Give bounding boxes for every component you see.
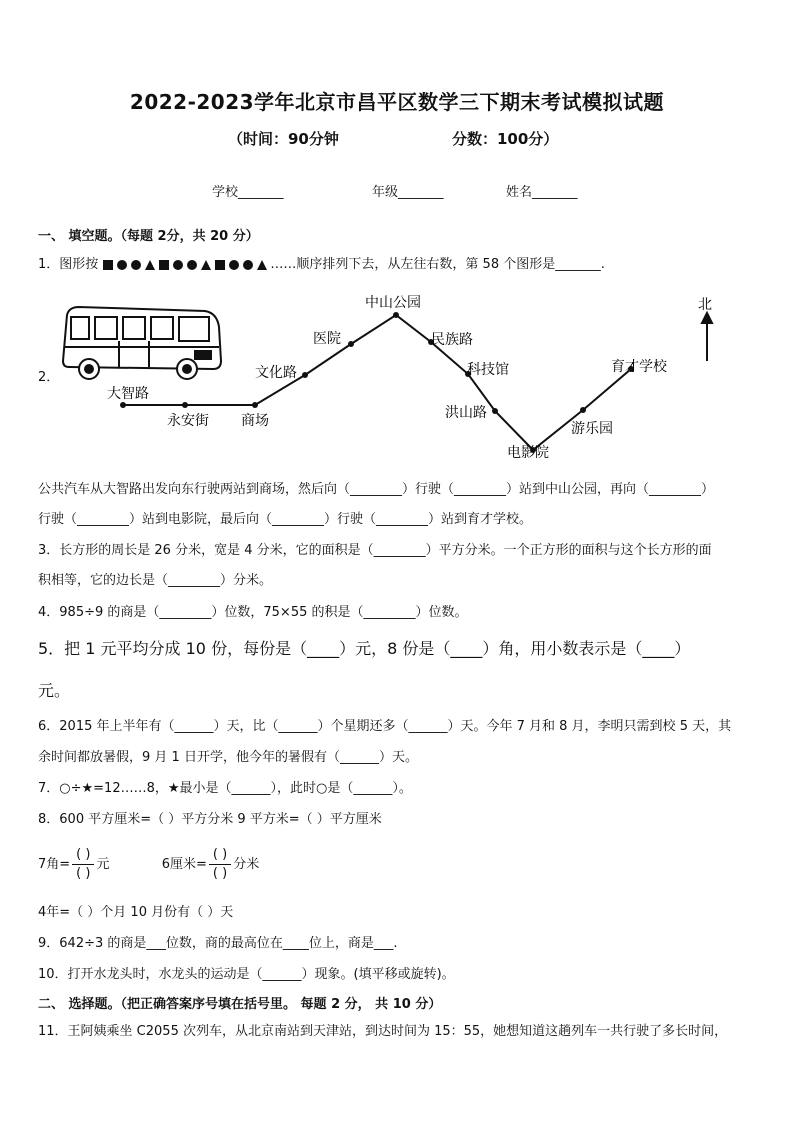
- stop-label-yucai: 育才学校: [611, 359, 667, 375]
- stop-label-cinema: 电影院: [507, 445, 549, 461]
- shape-sequence: [102, 257, 270, 272]
- question-2-number: 2．: [38, 370, 60, 385]
- triangle-shape-icon: [256, 259, 268, 271]
- circle-shape-icon: [130, 259, 142, 271]
- fraction-2-denominator: ( ): [212, 866, 228, 881]
- triangle-shape-icon: [144, 259, 156, 271]
- question-5-line-1: 5．把 1 元平均分成 10 份，每份是（____）元，8 份是（____）角，用小数表示是（____）: [38, 639, 691, 658]
- triangle-shape-icon: [200, 259, 212, 271]
- stop-label-park: 游乐园: [571, 421, 613, 437]
- north-label: 北: [698, 297, 712, 313]
- fraction-2-right: 分米: [233, 857, 260, 872]
- question-2-line-1: 公共汽车从大智路出发向东行驶两站到商场，然后向（________）行驶（________）站到中山公园，再向（________）: [38, 482, 715, 497]
- question-3-line-2: 积相等，它的边长是（________）分米。: [38, 573, 273, 588]
- circle-shape-icon: [116, 259, 128, 271]
- question-1-prefix: 1．图形按: [38, 257, 99, 272]
- north-arrow-icon: [702, 313, 712, 361]
- exam-score: 分数：100分）: [452, 130, 559, 148]
- route-map: [55, 285, 755, 470]
- question-8-line-3: 4年=（ ）个月 10 月份有（ ）天: [38, 905, 234, 920]
- circle-shape-icon: [186, 259, 198, 271]
- question-6-line-2: 余时间都放暑假，9 月 1 日开学，他今年的暑假有（______）天。: [38, 750, 418, 765]
- square-shape-icon: [102, 259, 114, 271]
- fraction-1: [72, 846, 94, 883]
- circle-shape-icon: [228, 259, 240, 271]
- question-9: 9．642÷3 的商是___位数，商的最高位在____位上，商是___.: [38, 936, 398, 951]
- question-11: 11．王阿姨乘坐 C2055 次列车，从北京南站到天津站，到达时间为 15：55，她想知道这趟列车一共行驶了多长时间，: [38, 1024, 728, 1039]
- question-3-line-1: 3．长方形的周长是 26 分米，宽是 4 分米，它的面积是（________）平方分米。一个正方形的面积与这个长方形的面: [38, 543, 712, 558]
- square-shape-icon: [158, 259, 170, 271]
- stop-label-keji: 科技馆: [467, 362, 509, 378]
- stop-label-hospital: 医院: [313, 331, 341, 347]
- school-field: 学校_______: [212, 185, 284, 200]
- section-1-title: 一、 填空题。（每题 2分，共 20 分）: [38, 229, 259, 244]
- exam-time: （时间：90分钟: [228, 130, 339, 148]
- question-2-line-2: 行驶（________）站到电影院，最后向（________）行驶（________）站到育才学校。: [38, 512, 533, 527]
- stop-label-dazhi: 大智路: [107, 386, 149, 402]
- name-field: 姓名_______: [506, 185, 578, 200]
- circle-shape-icon: [242, 259, 254, 271]
- fraction-1-numerator: ( ): [72, 846, 94, 865]
- question-4: 4．985÷9 的商是（________）位数，75×55 的积是（________）位数。: [38, 605, 468, 620]
- section-2-title: 二、 选择题。（把正确答案序号填在括号里。 每题 2 分， 共 10 分）: [38, 997, 442, 1012]
- bus-icon: [63, 307, 221, 379]
- question-5-line-2: 元。: [38, 681, 71, 700]
- question-8-line-1: 8．600 平方厘米=（ ）平方分米 9 平方米=（ ）平方厘米: [38, 812, 382, 827]
- stop-label-wenhua: 文化路: [255, 365, 297, 381]
- fraction-2: [209, 846, 231, 883]
- fraction-2-left: 6厘米=: [161, 857, 207, 872]
- circle-shape-icon: [172, 259, 184, 271]
- square-shape-icon: [214, 259, 226, 271]
- fraction-2-numerator: ( ): [209, 846, 231, 865]
- question-7: 7．○÷★=12……8，★最小是（______），此时○是（______）。: [38, 781, 412, 796]
- question-8-fractions: [38, 846, 259, 883]
- fraction-1-left: 7角=: [38, 857, 71, 872]
- stop-label-zhongshan: 中山公园: [365, 295, 421, 311]
- question-1: [38, 255, 605, 275]
- stop-label-hongshan: 洪山路: [445, 405, 487, 421]
- question-6-line-1: 6．2015 年上半年有（______）天，比（______）个星期还多（______）天。今年 7 月和 8 月，李明只需到校 5 天，其: [38, 719, 732, 734]
- question-1-suffix: ……顺序排列下去，从左往右数，第 58 个图形是_______.: [270, 257, 605, 272]
- grade-field: 年级_______: [372, 185, 444, 200]
- stop-label-mall: 商场: [241, 413, 269, 429]
- fraction-1-denominator: ( ): [76, 866, 91, 881]
- question-10: 10．打开水龙头时，水龙头的运动是（______）现象。(填平移或旋转)。: [38, 967, 455, 982]
- stop-label-minzu: 民族路: [431, 332, 473, 348]
- fraction-1-right: 元: [96, 857, 110, 872]
- exam-title: 2022-2023学年北京市昌平区数学三下期末考试模拟试题: [129, 90, 665, 114]
- stop-label-yongan: 永安街: [167, 413, 209, 429]
